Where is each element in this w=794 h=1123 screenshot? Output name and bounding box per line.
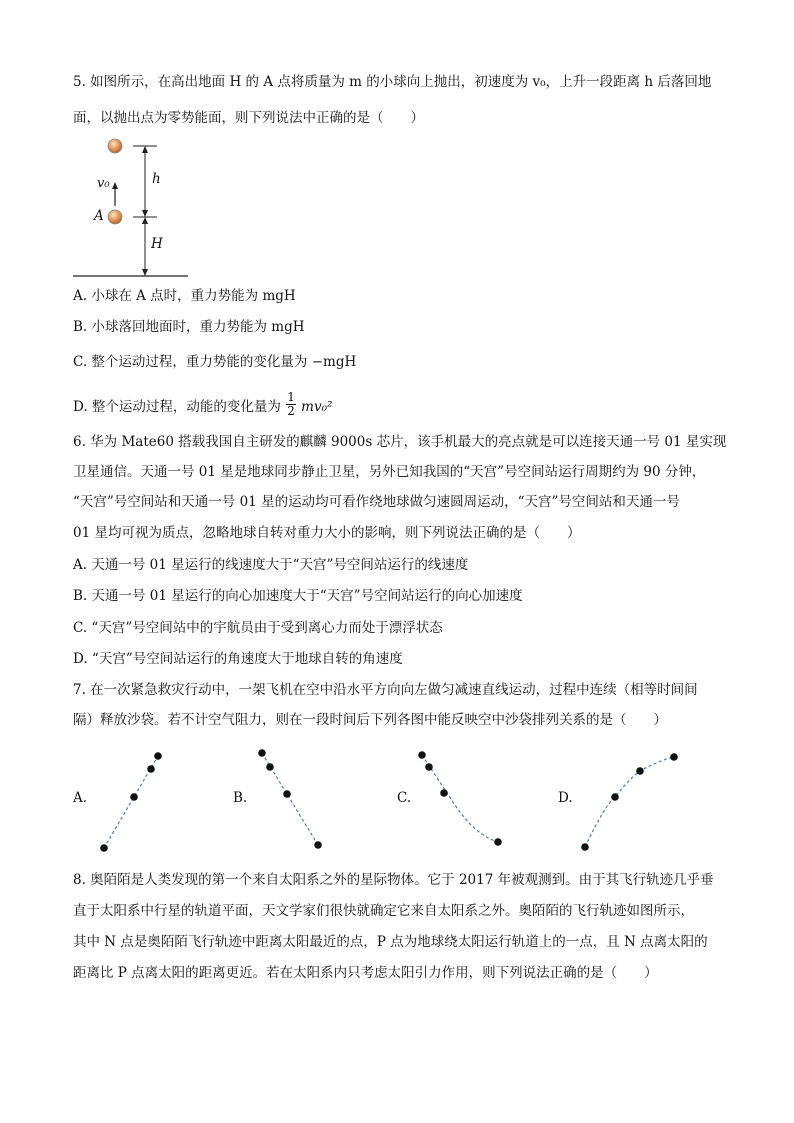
q5-option-d-expr: mv₀² xyxy=(301,399,333,415)
fraction-denominator: 2 xyxy=(287,404,295,418)
q7-choice-a-label: A. xyxy=(73,790,88,806)
q8-stem-line2: 直于太阳系中行星的轨道平面，天文学家们很快就确定它来自太阳系之外。奥陌陌的飞行轨迹如图所示， xyxy=(73,903,694,919)
top-ball xyxy=(108,139,122,153)
q7-choice-d-label: D. xyxy=(558,790,573,806)
q7-stem-line2: 隔）释放沙袋。若不计空气阻力，则在一段时间后下列各图中能反映空中沙袋排列关系的是（ ） xyxy=(73,712,667,728)
q5-option-d-text: D. 整个运动过程，动能的变化量为 xyxy=(73,399,281,415)
q6-option-c: C. “天宫”号空间站中的宇航员由于受到离心力而处于漂浮状态 xyxy=(73,620,443,636)
ball-at-A xyxy=(108,210,122,224)
q6-option-a: A. 天通一号 01 星运行的线速度大于“天宫”号空间站运行的线速度 xyxy=(73,557,469,573)
q7-choice-b-label: B. xyxy=(233,790,248,806)
q7-figure-d xyxy=(581,753,678,851)
q6-stem-line3: “天宫”号空间站和天通一号 01 星的运动均可看作绕地球做匀速圆周运动，“天宫”号空间站和天通一号 xyxy=(73,494,680,510)
q6-stem-line1: 6. 华为 Mate60 搭载我国自主研发的麒麟 9000s 芯片，该手机最大的亮点就是可以连接天通一号 01 星实现 xyxy=(73,434,727,450)
q7-figure-c xyxy=(418,751,502,846)
v0-label: v₀ xyxy=(97,176,110,191)
q5-figure xyxy=(70,130,200,280)
q6-stem-line4: 01 星均可视为质点，忽略地球自转对重力大小的影响，则下列说法正确的是（ ） xyxy=(73,525,581,541)
q7-figure-b xyxy=(258,749,322,849)
fraction xyxy=(286,391,296,418)
q5-option-c: C. 整个运动过程，重力势能的变化量为 −mgH xyxy=(73,354,357,370)
q5-option-a: A. 小球在 A 点时，重力势能为 mgH xyxy=(73,288,296,304)
H-label: H xyxy=(151,236,163,252)
q7-stem-line1: 7. 在一次紧急救灾行动中，一架飞机在空中沿水平方向向左做匀减速直线运动，过程中连续（相等时间间 xyxy=(73,682,698,698)
q8-stem-line3: 其中 N 点是奥陌陌飞行轨迹中距离太阳最近的点，P 点为地球绕太阳运行轨道上的一点，且 N 点离太阳的 xyxy=(73,934,708,950)
q8-stem-line1: 8. 奥陌陌是人类发现的第一个来自太阳系之外的星际物体。它于 2017 年被观测到。由于其飞行轨迹几乎垂 xyxy=(73,872,714,888)
fraction-numerator: 1 xyxy=(287,390,295,404)
q6-option-d: D. “天宫”号空间站运行的角速度大于地球自转的角速度 xyxy=(73,651,403,667)
A-label: A xyxy=(94,208,104,224)
q6-option-b: B. 天通一号 01 星运行的向心加速度大于“天宫”号空间站运行的向心加速度 xyxy=(73,588,523,604)
q6-stem-line2: 卫星通信。天通一号 01 星是地球同步静止卫星，另外已知我国的“天宫”号空间站运行周期约为 90 分钟， xyxy=(73,464,706,480)
q5-option-d xyxy=(73,390,333,421)
q8-stem-line4: 距离比 P 点离太阳的距离更近。若在太阳系内只考虑太阳引力作用，则下列说法正确的是（ ） xyxy=(73,965,658,981)
h-label: h xyxy=(152,171,161,187)
q5-stem-line1: 5. 如图所示，在高出地面 H 的 A 点将质量为 m 的小球向上抛出，初速度为 v₀，上升一段距离 h 后落回地 xyxy=(73,74,712,90)
q7-choice-c-label: C. xyxy=(397,790,412,806)
q5-option-b: B. 小球落回地面时，重力势能为 mgH xyxy=(73,319,305,335)
q7-figures xyxy=(0,740,794,860)
q7-figure-a xyxy=(100,752,162,852)
q5-stem-line2: 面，以抛出点为零势能面，则下列说法中正确的是（ ） xyxy=(73,110,424,126)
